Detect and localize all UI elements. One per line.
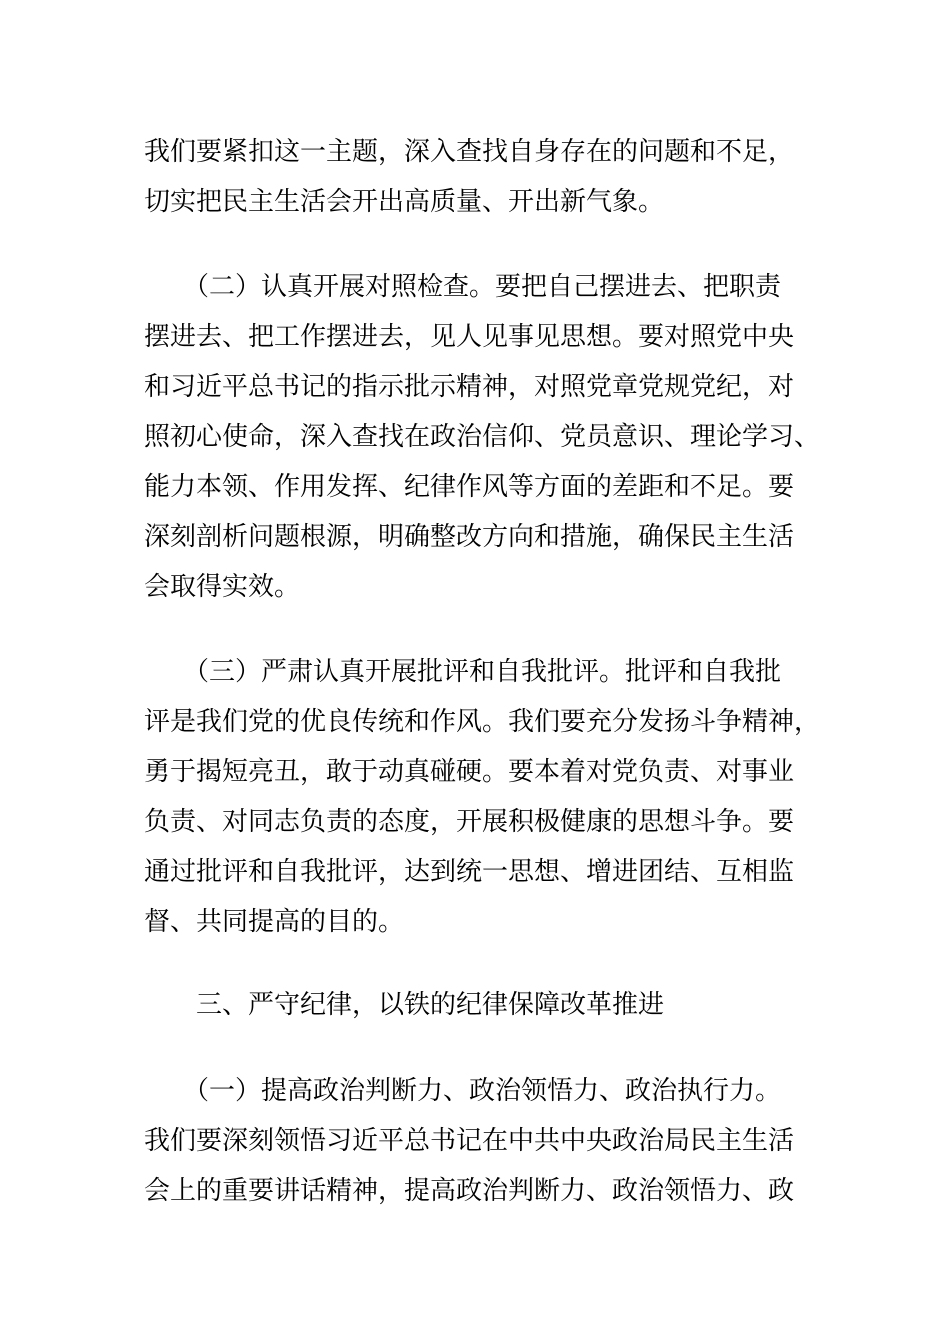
text-line: 评是我们党的优良传统和作风。我们要充分发扬斗争精神， (144, 707, 821, 737)
text-line: 勇于揭短亮丑，敢于动真碰硬。要本着对党负责、对事业 (144, 757, 795, 787)
text-line: 我们要紧扣这一主题，深入查找自身存在的问题和不足， (144, 137, 795, 167)
paragraph-section-2-2 (144, 262, 821, 612)
text-line: 和习近平总书记的指示批示精神，对照党章党规党纪，对 (144, 372, 795, 402)
text-line: 能力本领、作用发挥、纪律作风等方面的差距和不足。要 (144, 472, 795, 502)
section-heading-3 (144, 980, 814, 1030)
text-line: 通过批评和自我批评，达到统一思想、增进团结、互相监 (144, 857, 795, 887)
text-line: （二）认真开展对照检查。要把自己摆进去、把职责 (144, 272, 782, 302)
text-line: 会取得实效。 (144, 572, 301, 602)
text-line: 我们要深刻领悟习近平总书记在中共中央政治局民主生活 (144, 1126, 795, 1156)
paragraph-continuation (144, 127, 814, 227)
text-line: 深刻剖析问题根源，明确整改方向和措施，确保民主生活 (144, 522, 795, 552)
text-line: 切实把民主生活会开出高质量、开出新气象。 (144, 187, 665, 217)
text-line: 摆进去、把工作摆进去，见人见事见思想。要对照党中央 (144, 322, 795, 352)
text-line: 负责、对同志负责的态度，开展积极健康的思想斗争。要 (144, 807, 795, 837)
text-line: （三）严肃认真开展批评和自我批评。批评和自我批 (144, 657, 782, 687)
text-line: 督、共同提高的目的。 (144, 907, 405, 937)
heading-line: 三、严守纪律，以铁的纪律保障改革推进 (144, 990, 665, 1020)
text-line: 会上的重要讲话精神，提高政治判断力、政治领悟力、政 (144, 1176, 795, 1206)
paragraph-section-3-1 (144, 1066, 814, 1216)
paragraph-section-2-3 (144, 647, 821, 947)
text-line: （一）提高政治判断力、政治领悟力、政治执行力。 (144, 1076, 782, 1106)
text-line: 照初心使命，深入查找在政治信仰、党员意识、理论学习、 (144, 422, 821, 452)
